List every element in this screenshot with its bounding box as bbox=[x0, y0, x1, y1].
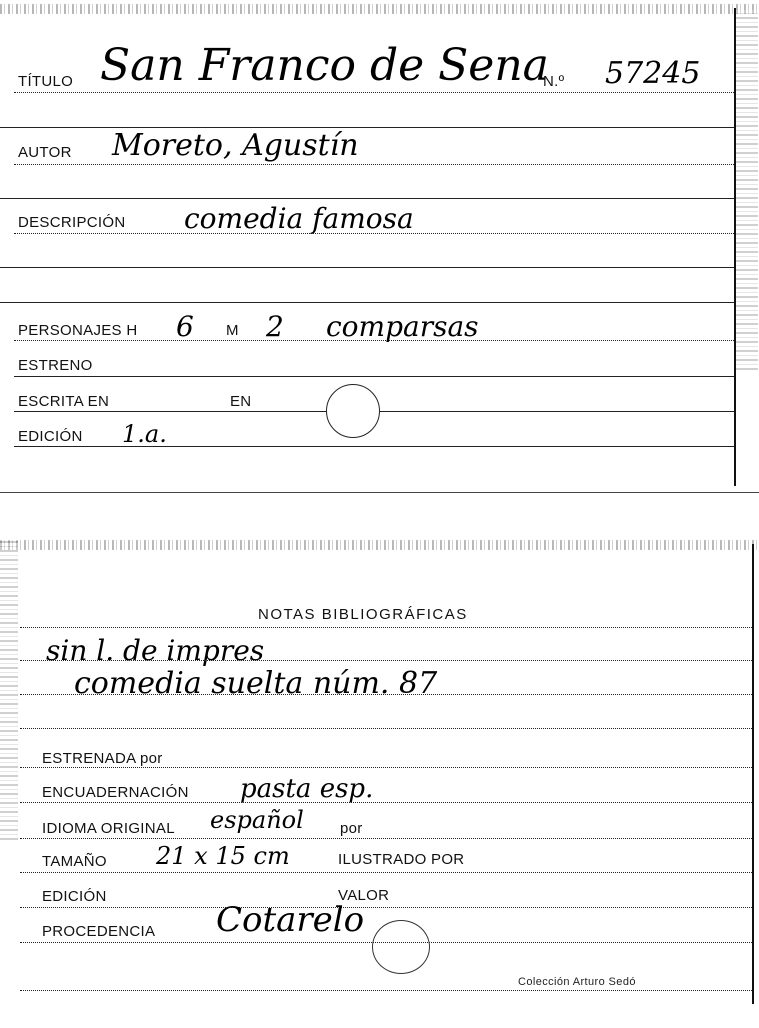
encuadernacion-value: pasta esp. bbox=[240, 774, 374, 804]
estreno-label: ESTRENO bbox=[18, 357, 93, 374]
personajes-label: PERSONAJES H bbox=[18, 322, 138, 339]
rule-nota-1 bbox=[20, 660, 752, 661]
encuadernacion-label: ENCUADERNACIÓN bbox=[42, 784, 189, 801]
edicion-label: EDICIÓN bbox=[18, 428, 83, 445]
coleccion-credit: Colección Arturo Sedó bbox=[518, 976, 636, 988]
titulo-value: San Franco de Sena bbox=[100, 40, 549, 91]
edicion-label-2: EDICIÓN bbox=[42, 888, 107, 905]
rule-encuadernacion bbox=[20, 802, 752, 803]
procedencia-label: PROCEDENCIA bbox=[42, 923, 156, 940]
escrita-label: ESCRITA EN bbox=[18, 393, 110, 410]
paper-edge-right bbox=[734, 10, 758, 370]
idioma-label: IDIOMA ORIGINAL bbox=[42, 820, 175, 837]
descripcion-value: comedia famosa bbox=[184, 202, 414, 235]
notas-label: NOTAS BIBLIOGRÁFICAS bbox=[258, 606, 468, 623]
valor-label: VALOR bbox=[338, 887, 390, 904]
edicion-value: 1.a. bbox=[122, 420, 167, 448]
nota-2: comedia suelta núm. 87 bbox=[74, 666, 438, 701]
punch-hole-top bbox=[326, 384, 380, 438]
rule-nota-2 bbox=[20, 694, 752, 695]
rule-3 bbox=[0, 267, 734, 268]
rule-nota-3 bbox=[20, 728, 752, 729]
autor-label: AUTOR bbox=[18, 144, 72, 161]
rule-estreno bbox=[14, 376, 734, 377]
en-label: EN bbox=[230, 393, 252, 410]
punch-hole-bottom bbox=[372, 920, 430, 974]
descripcion-label: DESCRIPCIÓN bbox=[18, 214, 126, 231]
rule-idioma bbox=[20, 838, 752, 839]
idioma-por: por bbox=[340, 820, 363, 837]
idioma-value: español bbox=[210, 806, 304, 834]
rule-4 bbox=[0, 302, 734, 303]
procedencia-value: Cotarelo bbox=[216, 900, 365, 940]
ilustrado-label: ILUSTRADO POR bbox=[338, 851, 465, 868]
personajes-extra: comparsas bbox=[326, 310, 479, 343]
personajes-m-label: M bbox=[226, 322, 239, 339]
personajes-m-value: 2 bbox=[266, 310, 284, 343]
rule-bottom bbox=[20, 990, 752, 991]
personajes-h-value: 6 bbox=[176, 310, 194, 343]
rule-tamano bbox=[20, 872, 752, 873]
rule-estrenada bbox=[20, 767, 752, 768]
rule-autor bbox=[14, 164, 734, 165]
numero-label: N.º bbox=[543, 73, 565, 90]
rule-notas bbox=[20, 627, 752, 628]
nota-1: sin l. de impres bbox=[46, 634, 265, 667]
estrenada-label: ESTRENADA por bbox=[42, 750, 163, 767]
rule-1 bbox=[0, 127, 734, 128]
numero-value: 57245 bbox=[605, 56, 701, 91]
tamano-label: TAMAÑO bbox=[42, 853, 107, 870]
rule-2 bbox=[0, 198, 734, 199]
rule-edicion-2 bbox=[20, 907, 752, 908]
card-separator bbox=[0, 492, 759, 493]
tamano-value: 21 x 15 cm bbox=[156, 842, 290, 870]
autor-value: Moreto, Agustín bbox=[112, 128, 359, 163]
titulo-label: TÍTULO bbox=[18, 73, 74, 90]
rule-titulo bbox=[14, 92, 734, 93]
